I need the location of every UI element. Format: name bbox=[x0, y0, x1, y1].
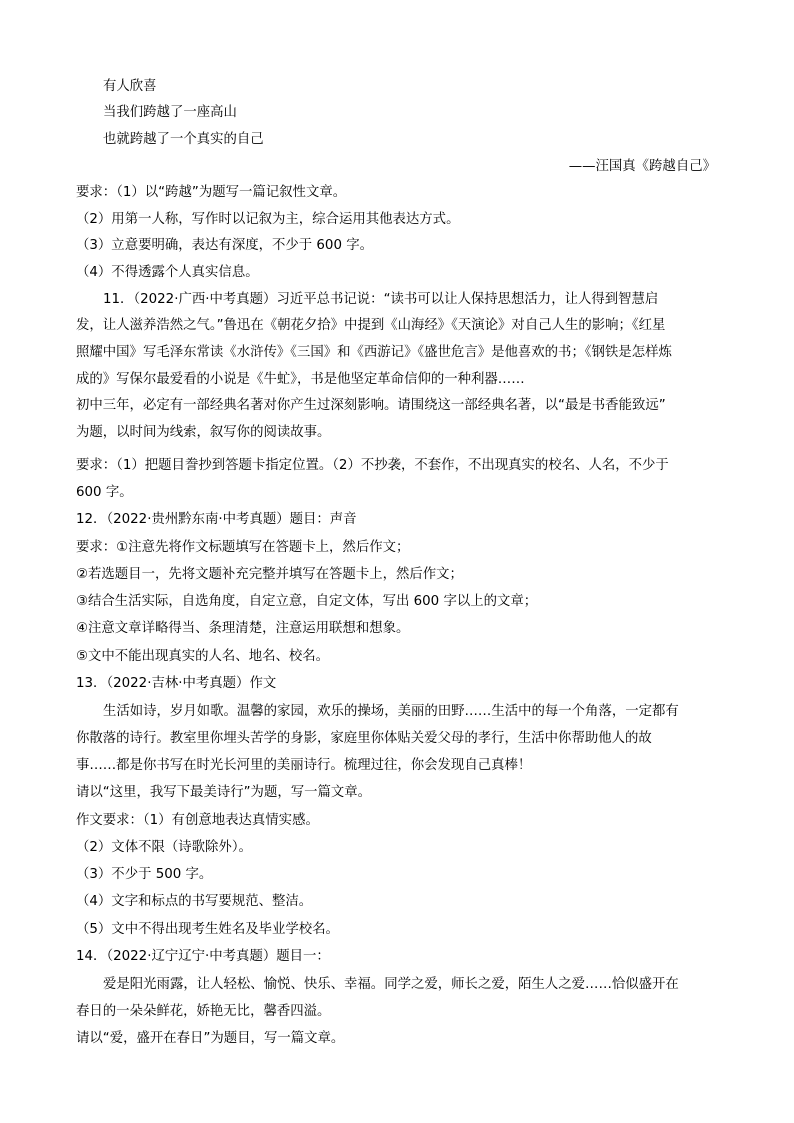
question-12-title: 12．（2022·贵州黔东南·中考真题）题目：声音 bbox=[76, 512, 357, 527]
question-text-line: 请以“爱，盛开在春日”为题目，写一篇文章。 bbox=[76, 1031, 345, 1046]
requirement-line: 要求：（1）以“跨越”为题写一篇记叙性文章。 bbox=[76, 185, 347, 200]
requirement-line: 要求：①注意先将作文标题填写在答题卡上，然后作文； bbox=[76, 540, 410, 555]
question-text-line: 为题，以时间为线索，叙写你的阅读故事。 bbox=[76, 425, 331, 440]
question-text-line: 初中三年，必定有一部经典名著对你产生过深刻影响。请围绕这一部经典名著，以“最是书香能致远” bbox=[76, 398, 666, 413]
requirement-line: ④注意文章详略得当、条理清楚，注意运用联想和想象。 bbox=[76, 621, 410, 636]
question-text-line: 生活如诗，岁月如歌。温馨的家园，欢乐的操场，美丽的田野……生活中的每一个角落，一定都有 bbox=[103, 704, 679, 719]
requirement-line: ②若选题目一，先将文题补充完整并填写在答题卡上，然后作文； bbox=[76, 567, 463, 582]
poem-line: 有人欣喜 bbox=[103, 79, 157, 94]
requirement-line: 作文要求：（1）有创意地表达真情实感。 bbox=[76, 813, 319, 828]
requirement-line: ⑤文中不能出现真实的人名、地名、校名。 bbox=[76, 649, 330, 664]
requirement-line: （2）用第一人称，写作时以记叙为主，综合运用其他表达方式。 bbox=[76, 212, 460, 227]
question-13-title: 13．（2022·吉林·中考真题）作文 bbox=[76, 676, 277, 691]
question-text-line: 请以“这里，我写下最美诗行”为题，写一篇文章。 bbox=[76, 785, 372, 800]
requirement-line: （5）文中不得出现考生姓名及毕业学校名。 bbox=[76, 922, 339, 937]
question-11-title: 11．（2022·广西·中考真题）习近平总书记说：“读书可以让人保持思想活力，让人得到智慧启 bbox=[103, 292, 659, 307]
question-text-line: 照耀中国》写毛泽东常读《水浒传》《三国》和《西游记》《盛世危言》是他喜欢的书；《钢铁是怎样炼 bbox=[76, 345, 672, 360]
question-text-line: 爱是阳光雨露，让人轻松、愉悦、快乐、幸福。同学之爱，师长之爱，陌生人之爱……恰似盛开在 bbox=[103, 977, 679, 992]
question-text-line: 你散落的诗行。教室里你埋头苦学的身影，家庭里你体贴关爱父母的孝行，生活中你帮助他人的故 bbox=[76, 731, 652, 746]
requirement-line: （4）不得透露个人真实信息。 bbox=[76, 265, 259, 280]
question-text-line: 事……都是你书写在时光长河里的美丽诗行。梳理过往，你会发现自己真棒！ bbox=[76, 758, 532, 773]
question-text-line: 发，让人滋养浩然之气。”鲁迅在《朝花夕拾》中提到《山海经》《天演论》对自己人生的影响；《红星 bbox=[76, 318, 666, 333]
poem-line: 也就跨越了一个真实的自己 bbox=[103, 132, 264, 147]
requirement-line: ③结合生活实际，自选角度，自定立意，自定文体，写出 600 字以上的文章； bbox=[76, 594, 538, 609]
question-text-line: 成的》写保尔最爱看的小说是《牛虻》，书是他坚定革命信仰的一种利器…… bbox=[76, 372, 525, 387]
poem-attribution: ——汪国真《跨越自己》 bbox=[568, 159, 716, 174]
requirement-line: （3）不少于 500 字。 bbox=[76, 867, 213, 882]
requirement-line: （3）立意要明确，表达有深度，不少于 600 字。 bbox=[76, 238, 374, 253]
requirement-line: 要求：（1）把题目誊抄到答题卡指定位置。（2）不抄袭，不套作，不出现真实的校名、人名，不少于 bbox=[76, 458, 669, 473]
requirement-line: （2）文体不限（诗歌除外）。 bbox=[76, 840, 252, 855]
poem-line: 当我们跨越了一座高山 bbox=[103, 105, 237, 120]
question-14-title: 14．（2022·辽宁辽宁·中考真题）题目一： bbox=[76, 949, 330, 964]
requirement-line: 600 字。 bbox=[76, 485, 133, 500]
question-text-line: 春日的一朵朵鲜花，娇艳无比，馨香四溢。 bbox=[76, 1004, 331, 1019]
requirement-line: （4）文字和标点的书写要规范、整洁。 bbox=[76, 894, 313, 909]
